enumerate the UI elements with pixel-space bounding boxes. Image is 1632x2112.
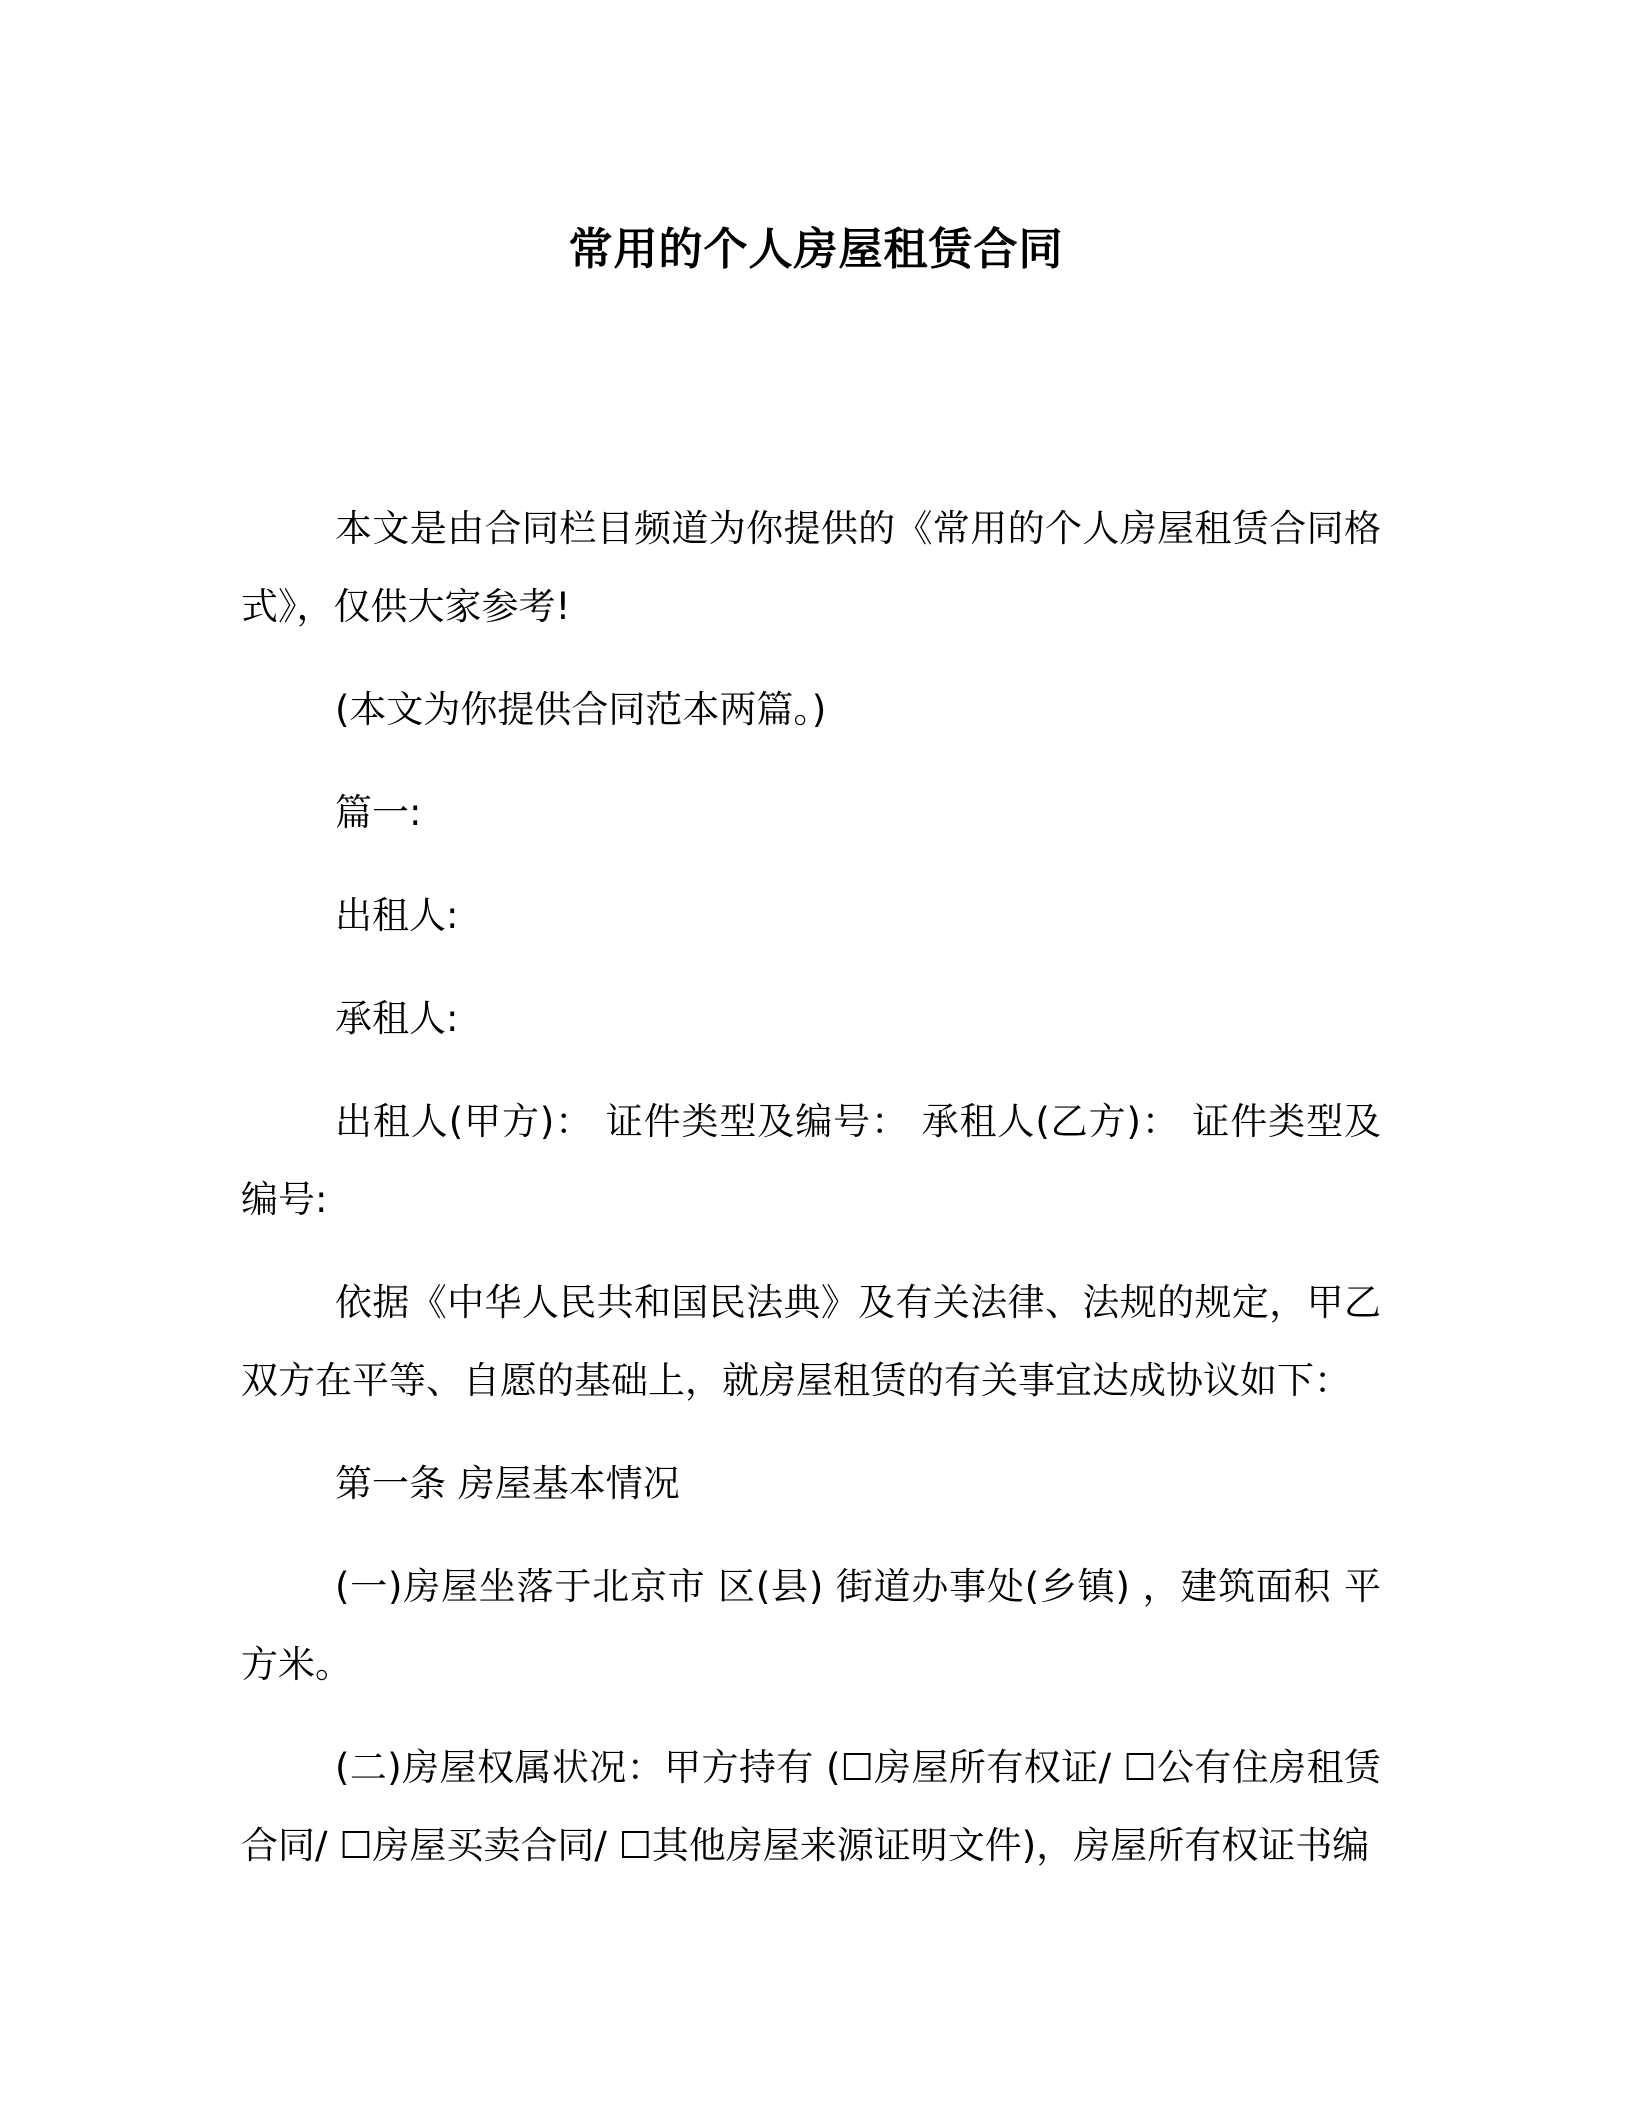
paragraph-ownership: (二)房屋权属状况：甲方持有 (☐房屋所有权证/ ☐公有住房租赁合同/ ☐房屋买卖合同/ ☐其他房屋来源证明文件)，房屋所有权证书编 — [241, 1746, 1381, 1867]
paragraph-lessee: 承租人: — [335, 997, 459, 1040]
paragraph-legal-basis: 依据《中华人民共和国民法典》及有关法律、法规的规定，甲乙双方在平等、自愿的基础上，就房屋租赁的有关事宜达成协议如下： — [241, 1281, 1381, 1402]
paragraph-article-one: 第一条 房屋基本情况 — [335, 1462, 680, 1505]
paragraph-parties-ids: 出租人(甲方)： 证件类型及编号： 承租人(乙方)： 证件类型及编号: — [241, 1100, 1381, 1221]
paragraph-intro: 本文是由合同栏目频道为你提供的《常用的个人房屋租赁合同格式》，仅供大家参考! — [241, 507, 1381, 628]
document-body — [241, 490, 1381, 1885]
paragraph-lessor: 出租人: — [335, 894, 459, 937]
paragraph-location: (一)房屋坐落于北京市 区(县) 街道办事处(乡镇) ，建筑面积 平方米。 — [241, 1565, 1381, 1686]
document-title: 常用的个人房屋租赁合同 — [568, 224, 1064, 275]
paragraph-part-one: 篇一: — [335, 791, 422, 834]
paragraph-note: (本文为你提供合同范本两篇。) — [335, 688, 827, 731]
